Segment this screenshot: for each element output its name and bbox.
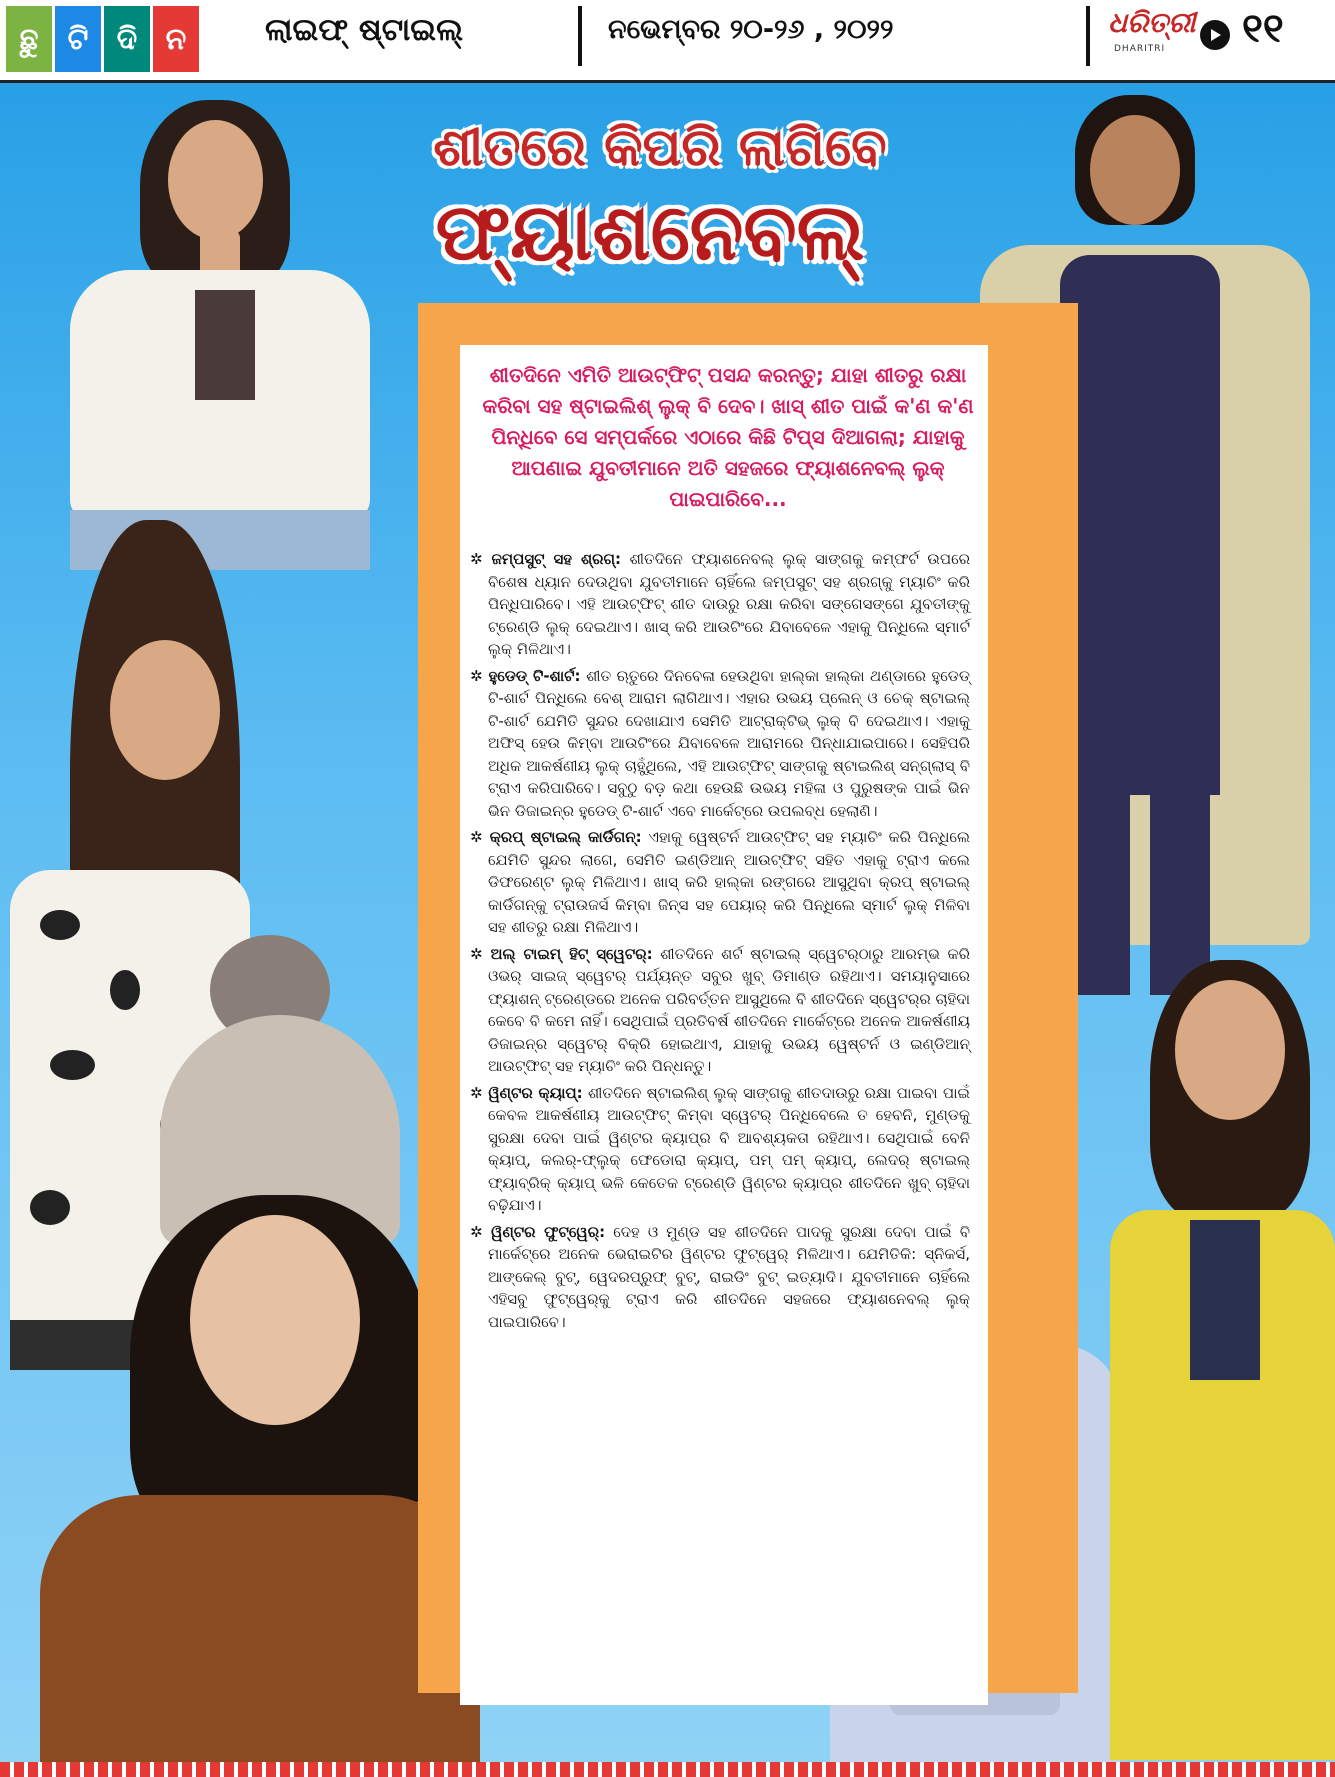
section-logo (6, 6, 202, 72)
headline-line-2: ଫ୍ୟାଶନେବଲ୍ (435, 188, 865, 278)
paragraph-text: ଶୀତ ଋତୁରେ ଦିନବେଳା ହେଉଥିବା ହାଲ୍କା ହାଲ୍କା ଥଣ୍ଡାରେ ହୁଡେଡ୍ ଟି-ଶାର୍ଟ ପିନ୍ଧିଲେ ବେଶ୍ ଆରାମ ଲାଗିଥାଏ। ଏହାର ଉଭୟ ପ୍ଲେନ୍ ଓ ଚେକ୍ ଷ୍ଟାଇଲ୍ ଟି-ଶାର୍ଟ ଯେମିତି ସୁନ୍ଦର ଦେଖାଯାଏ ସେମିତି ଆଟ୍ରାକ୍ଟିଭ୍ ଲୁକ୍ ବି ଦେଇଥାଏ। ଏହାକୁ ଅଫିସ୍ ହେଉ କିମ୍ବା ଆଉଟିଂରେ ଯିବାବେଳେ ଆରାମରେ ପିନ୍ଧାଯାଇପାରେ। ସେହିପରି ଅଧିକ ଆକର୍ଷଣୀୟ ଲୁକ୍ ଚାହୁଁଥିଲେ, ଏହି ଆଉଟ୍‌ଫିଟ୍ ସାଙ୍ଗକୁ ଷ୍ଟାଇଲିଶ୍ ସନ୍‌ଗ୍ଲାସ୍ ବି ଟ୍ରାଏ କରିପାରିବେ। ସବୁଠୁ ବଡ଼ କଥା ହେଉଛି ଉଭୟ ମହିଳା ଓ ପୁରୁଷଙ୍କ ପାଇଁ ଭିନ ଭିନ ଡିଜାଇନ୍‌ର ହୁଡେଡ୍ ଟି-ଶାର୍ଟ ଏବେ ମାର୍କେଟ୍‌ରେ ଉପଲବ୍ଧ ହେଲାଣି। (488, 666, 970, 820)
article-paragraph: ✲ ୱିଣ୍ଟର କ୍ୟାପ୍: ଶୀତଦିନେ ଷ୍ଟାଇଲିଶ୍ ଲୁକ୍ ସାଙ୍ଗକୁ ଶୀତଦାଉରୁ ରକ୍ଷା ପାଇବା ପାଇଁ କେବଳ ଆକର୍ଷଣୀୟ ଆଉଟ୍‌ଫିଟ୍ କିମ୍ବା ସ୍ୱେଟର୍ ପିନ୍ଧିବେଲେ ତ ହେବନି, ମୁଣ୍ଡକୁ ସୁରକ୍ଷା ଦେବା ପାଇଁ ୱିଣ୍ଟର କ୍ୟାପ୍‌ର ବି ଆବଶ୍ୟକତା ରହିଥାଏ। ସେଥିପାଇଁ ବେନି କ୍ୟାପ୍, କଲର୍-ଫ୍ଲୁକ୍ ଫେଡୋରା କ୍ୟାପ୍, ପମ୍ ପମ୍ କ୍ୟାପ୍, ଲେଦର୍ ଷ୍ଟାଇଲ୍ ଫ୍ୟାବ୍ରିକ୍ କ୍ୟାପ୍ ଭଳି କେତେକ ଟ୍ରେଣ୍ଡି ୱିଣ୍ଟର କ୍ୟାପ୍‌ର ଶୀତଦିନେ ଖୁବ୍ ଚାହିଦା ବଢ଼ିଯାଏ। (470, 1083, 970, 1214)
paragraph-title: ୱିଣ୍ଟର କ୍ୟାପ୍: (488, 1083, 583, 1102)
model-photo-beanie-leather (40, 935, 480, 1765)
article-paragraph: ✲ ଅଲ୍ ଟାଇମ୍ ହିଟ୍ ସ୍ୱେଟର୍: ଶୀତଦିନେ ଶର୍ଟ ଷ୍ଟାଇଲ୍ ସ୍ୱେଟର୍‌ଠାରୁ ଆରମ୍ଭ କରି ଓଭର୍ ସାଇଜ୍ ସ୍ୱେଟର୍ ପର୍ଯ୍ୟନ୍ତ ସବୁର ଖୁବ୍ ଡିମାଣ୍ଡ ରହିଥାଏ। ସମୟାନୁସାରେ ଫ୍ୟାଶନ୍ ଟ୍ରେଣ୍ଡରେ ଅନେକ ପରିବର୍ତ୍ତନ ଆସୁଥିଲେ ବି ଶୀତଦିନେ ସ୍ୱେଟର୍‌ର ଚାହିଦା କେବେ ବି କମେ ନାହିଁ। ସେଥିପାଇଁ ପ୍ରତିବର୍ଷ ଶୀତଦିନେ ମାର୍କେଟ୍‌ରେ ଅନେକ ଆକର୍ଷଣୀୟ ଡିଜାଇନ୍‌ର ସ୍ୱେଟର୍ ବିକ୍ରି ହୋଇଥାଏ, ଯାହାକୁ ଉଭୟ ୱେଷ୍ଟର୍ନ ଓ ଇଣ୍ଡିଆନ୍ ଆଉଟ୍‌ଫିଟ୍ ସହ ମ୍ୟାଚିଂ କରି ପିନ୍ଧନ୍ତୁ। (470, 944, 970, 1075)
paragraph-text: ଏହାକୁ ୱେଷ୍ଟର୍ନ ଆଉଟ୍‌ଫିଟ୍ ସହ ମ୍ୟାଚିଂ କରି ପିନ୍ଧିଲେ ଯେମିତି ସୁନ୍ଦର ଲାଗେ, ସେମିତି ଇଣ୍ଡିଆନ୍ ଆଉଟ୍‌ଫିଟ୍ ସହିତ ଏହାକୁ ଟ୍ରାଏ କଲେ ଡିଫରେଣ୍ଟ ଲୁକ୍ ମିଳିଥାଏ। ଖାସ୍ କରି ହାଲ୍କା ରଙ୍ଗରେ ଆସୁଥିବା କ୍ରପ୍ ଷ୍ଟାଇଲ୍ କାର୍ଡିଗନ୍‌କୁ ଟ୍ରାଉଜର୍ସ କିମ୍ବା ଜିନ୍ସ ସହ ପେୟାର୍ କରି ପିନ୍ଧିଲେ ସ୍ମାର୍ଟ ଲୁକ୍ ମିଳିବା ସହ ଶୀତରୁ ରକ୍ଷା ମିଳିଥାଏ। (488, 828, 970, 936)
newspaper-logo-sub: DHARITRI (1114, 44, 1166, 54)
article-paragraph: ✲ ୱିଣ୍ଟର ଫୁଟ୍‌ୱେର୍: ଦେହ ଓ ମୁଣ୍ଡ ସହ ଶୀତଦିନେ ପାଦକୁ ସୁରକ୍ଷା ଦେବା ପାଇଁ ବି ମାର୍କେଟ୍‌ରେ ଅନେକ ଭେରାଇଟିର ୱିଣ୍ଟର ଫୁଟ୍‌ୱେର୍ ମିଳିଥାଏ। ଯେମିତିକି: ସ୍ନିକର୍ସ, ଆଙ୍କେଲ୍ ବୁଟ୍, ୱେଦରପ୍ରୁଫ୍ ବୁଟ୍, ରାଇଡିଂ ବୁଟ୍ ଇତ୍ୟାଦି। ଯୁବତୀମାନେ ଚାହିଁଲେ ଏହିସବୁ ଫୁଟ୍‌ୱେର୍‌କୁ ଟ୍ରାଏ କରି ଶୀତଦିନେ ସହଜରେ ଫ୍ୟାଶନେବଲ୍ ଲୁକ୍ ପାଇପାରିବେ। (470, 1222, 970, 1331)
page-number: ୧୧ (1242, 6, 1284, 52)
paragraph-text: ଶୀତଦିନେ ଶର୍ଟ ଷ୍ଟାଇଲ୍ ସ୍ୱେଟର୍‌ଠାରୁ ଆରମ୍ଭ କରି ଓଭର୍ ସାଇଜ୍ ସ୍ୱେଟର୍ ପର୍ଯ୍ୟନ୍ତ ସବୁର ଖୁବ୍ ଡିମାଣ୍ଡ ରହିଥାଏ। ସମୟାନୁସାରେ ଫ୍ୟାଶନ୍ ଟ୍ରେଣ୍ଡରେ ଅନେକ ପରିବର୍ତ୍ତନ ଆସୁଥିଲେ ବି ଶୀତଦିନେ ସ୍ୱେଟର୍‌ର ଚାହିଦା କେବେ ବି କମେ ନାହିଁ। ସେଥିପାଇଁ ପ୍ରତିବର୍ଷ ଶୀତଦିନେ ମାର୍କେଟ୍‌ରେ ଅନେକ ଆକର୍ଷଣୀୟ ଡିଜାଇନ୍‌ର ସ୍ୱେଟର୍ ବିକ୍ରି ହୋଇଥାଏ, ଯାହାକୁ ଉଭୟ ୱେଷ୍ଟର୍ନ ଓ ଇଣ୍ଡିଆନ୍ ଆଉଟ୍‌ଫିଟ୍ ସହ ମ୍ୟାଚିଂ କରି ପିନ୍ଧନ୍ତୁ। (488, 944, 970, 1075)
page-header (0, 0, 1335, 83)
paragraph-title: କ୍ରପ୍ ଷ୍ଟାଇଲ୍ କାର୍ଡିଗନ୍: (489, 828, 642, 846)
paragraph-text: ଶୀତଦିନେ ଷ୍ଟାଇଲିଶ୍ ଲୁକ୍ ସାଙ୍ଗକୁ ଶୀତଦାଉରୁ ରକ୍ଷା ପାଇବା ପାଇଁ କେବଳ ଆକର୍ଷଣୀୟ ଆଉଟ୍‌ଫିଟ୍ କିମ୍ବା ସ୍ୱେଟର୍ ପିନ୍ଧିବେଲେ ତ ହେବନି, ମୁଣ୍ଡକୁ ସୁରକ୍ଷା ଦେବା ପାଇଁ ୱିଣ୍ଟର କ୍ୟାପ୍‌ର ବି ଆବଶ୍ୟକତା ରହିଥାଏ। ସେଥିପାଇଁ ବେନି କ୍ୟାପ୍, କଲର୍-ଫ୍ଲୁକ୍ ଫେଡୋରା କ୍ୟାପ୍, ପମ୍ ପମ୍ କ୍ୟାପ୍, ଲେଦର୍ ଷ୍ଟାଇଲ୍ ଫ୍ୟାବ୍ରିକ୍ କ୍ୟାପ୍ ଭଳି କେତେକ ଟ୍ରେଣ୍ଡି ୱିଣ୍ଟର କ୍ୟାପ୍‌ର ଶୀତଦିନେ ଖୁବ୍ ଚାହିଦା ବଢ଼ିଯାଏ। (488, 1083, 970, 1214)
newspaper-logo: ଧରିତ୍ରୀ (1108, 6, 1196, 39)
divider (1086, 6, 1090, 66)
article-body (470, 548, 970, 1337)
article-paragraph: ✲ ଜମ୍ପସୁଟ୍ ସହ ଶ୍ରଗ୍: ଶୀତଦିନେ ଫ୍ୟାଶନେବଲ୍ ଲୁକ୍ ସାଙ୍ଗକୁ କମ୍ଫର୍ଟ ଉପରେ ବିଶେଷ ଧ୍ୟାନ ଦେଉଥିବା ଯୁବତୀମାନେ ଚାହିଁଲେ ଜମ୍ପସୁଟ୍ ସହ ଶ୍ରଗ୍‌କୁ ମ୍ୟାଚିଂ କରି ପିନ୍ଧିପାରିବେ। ଏହି ଆଉଟ୍‌ଫିଟ୍ ଶୀତ ଦାଉରୁ ରକ୍ଷା କରିବା ସଙ୍ଗେସଙ୍ଗେ ଯୁବତୀଙ୍କୁ ଟ୍ରେଣ୍ଡି ଲୁକ୍ ଦେଇଥାଏ। ଖାସ୍ କରି ଆଉଟିଂରେ ଯିବାବେଳେ ଏହାକୁ ପିନ୍ଧିଲେ ସ୍ମାର୍ଟ ଲୁକ୍ ମିଳିଥାଏ। (470, 550, 971, 658)
article-paragraph: ✲ ହୁଡେଡ୍ ଟି-ଶାର୍ଟ: ଶୀତ ଋତୁରେ ଦିନବେଳା ହେଉଥିବା ହାଲ୍କା ହାଲ୍କା ଥଣ୍ଡାରେ ହୁଡେଡ୍ ଟି-ଶାର୍ଟ ପିନ୍ଧିଲେ ବେଶ୍ ଆରାମ ଲାଗିଥାଏ। ଏହାର ଉଭୟ ପ୍ଲେନ୍ ଓ ଚେକ୍ ଷ୍ଟାଇଲ୍ ଟି-ଶାର୍ଟ ଯେମିତି ସୁନ୍ଦର ଦେଖାଯାଏ ସେମିତି ଆଟ୍ରାକ୍ଟିଭ୍ ଲୁକ୍ ବି ଦେଇଥାଏ। ଏହାକୁ ଅଫିସ୍ ହେଉ କିମ୍ବା ଆଉଟିଂରେ ଯିବାବେଳେ ଆରାମରେ ପିନ୍ଧାଯାଇପାରେ। ସେହିପରି ଅଧିକ ଆକର୍ଷଣୀୟ ଲୁକ୍ ଚାହୁଁଥିଲେ, ଏହି ଆଉଟ୍‌ଫିଟ୍ ସାଙ୍ଗକୁ ଷ୍ଟାଇଲିଶ୍ ସନ୍‌ଗ୍ଲାସ୍ ବି ଟ୍ରାଏ କରିପାରିବେ। ସବୁଠୁ ବଡ଼ କଥା ହେଉଛି ଉଭୟ ମହିଳା ଓ ପୁରୁଷଙ୍କ ପାଇଁ ଭିନ ଭିନ ଡିଜାଇନ୍‌ର ହୁଡେଡ୍ ଟି-ଶାର୍ଟ ଏବେ ମାର୍କେଟ୍‌ରେ ଉପଲବ୍ଧ ହେଲାଣି। (470, 666, 970, 820)
paragraph-title: ଜମ୍ପସୁଟ୍ ସହ ଶ୍ରଗ୍: (491, 550, 622, 568)
bottom-border (0, 1762, 1335, 1777)
divider (578, 6, 582, 66)
logo-tile: ଦି (104, 6, 150, 72)
paragraph-text: ଶୀତଦିନେ ଫ୍ୟାଶନେବଲ୍ ଲୁକ୍ ସାଙ୍ଗକୁ କମ୍ଫର୍ଟ ଉପରେ ବିଶେଷ ଧ୍ୟାନ ଦେଉଥିବା ଯୁବତୀମାନେ ଚାହିଁଲେ ଜମ୍ପସୁଟ୍ ସହ ଶ୍ରଗ୍‌କୁ ମ୍ୟାଚିଂ କରି ପିନ୍ଧିପାରିବେ। ଏହି ଆଉଟ୍‌ଫିଟ୍ ଶୀତ ଦାଉରୁ ରକ୍ଷା କରିବା ସଙ୍ଗେସଙ୍ଗେ ଯୁବତୀଙ୍କୁ ଟ୍ରେଣ୍ଡି ଲୁକ୍ ଦେଇଥାଏ। ଖାସ୍ କରି ଆଉଟିଂରେ ଯିବାବେଳେ ଏହାକୁ ପିନ୍ଧିଲେ ସ୍ମାର୍ଟ ଲୁକ୍ ମିଳିଥାଏ। (488, 550, 971, 658)
model-photo-yellow-cardigan (1110, 960, 1335, 1760)
logo-tile: ଟି (55, 6, 101, 72)
issue-date: ନଭେମ୍ବର ୨୦-୨୬ , ୨୦୨୨ (608, 14, 894, 45)
paragraph-title: ଅଲ୍ ଟାଇମ୍ ହିଟ୍ ସ୍ୱେଟର୍: (490, 944, 653, 963)
article-paragraph: ✲ କ୍ରପ୍ ଷ୍ଟାଇଲ୍ କାର୍ଡିଗନ୍: ଏହାକୁ ୱେଷ୍ଟର୍ନ ଆଉଟ୍‌ଫିଟ୍ ସହ ମ୍ୟାଚିଂ କରି ପିନ୍ଧିଲେ ଯେମିତି ସୁନ୍ଦର ଲାଗେ, ସେମିତି ଇଣ୍ଡିଆନ୍ ଆଉଟ୍‌ଫିଟ୍ ସହିତ ଏହାକୁ ଟ୍ରାଏ କଲେ ଡିଫରେଣ୍ଟ ଲୁକ୍ ମିଳିଥାଏ। ଖାସ୍ କରି ହାଲ୍କା ରଙ୍ଗରେ ଆସୁଥିବା କ୍ରପ୍ ଷ୍ଟାଇଲ୍ କାର୍ଡିଗନ୍‌କୁ ଟ୍ରାଉଜର୍ସ କିମ୍ବା ଜିନ୍ସ ସହ ପେୟାର୍ କରି ପିନ୍ଧିଲେ ସ୍ମାର୍ଟ ଲୁକ୍ ମିଳିବା ସହ ଶୀତରୁ ରକ୍ଷା ମିଳିଥାଏ। (470, 828, 970, 936)
headline-line-1: ଶୀତରେ କିପରି ଲାଗିବେ (433, 118, 887, 178)
logo-tile: ଛୁ (6, 6, 52, 72)
logo-tile: ନ (153, 6, 199, 72)
play-icon (1200, 20, 1230, 50)
paragraph-title: ୱିଣ୍ଟର ଫୁଟ୍‌ୱେର୍: (491, 1222, 606, 1241)
paragraph-text: ଦେହ ଓ ମୁଣ୍ଡ ସହ ଶୀତଦିନେ ପାଦକୁ ସୁରକ୍ଷା ଦେବା ପାଇଁ ବି ମାର୍କେଟ୍‌ରେ ଅନେକ ଭେରାଇଟିର ୱିଣ୍ଟର ଫୁଟ୍‌ୱେର୍ ମିଳିଥାଏ। ଯେମିତିକି: ସ୍ନିକର୍ସ, ଆଙ୍କେଲ୍ ବୁଟ୍, ୱେଦରପ୍ରୁଫ୍ ବୁଟ୍, ରାଇଡିଂ ବୁଟ୍ ଇତ୍ୟାଦି। ଯୁବତୀମାନେ ଚାହିଁଲେ ଏହିସବୁ ଫୁଟ୍‌ୱେର୍‌କୁ ଟ୍ରାଏ କରି ଶୀତଦିନେ ସହଜରେ ଫ୍ୟାଶନେବଲ୍ ଲୁକ୍ ପାଇପାରିବେ। (488, 1222, 970, 1331)
paragraph-title: ହୁଡେଡ୍ ଟି-ଶାର୍ଟ: (488, 666, 581, 685)
section-title: ଲାଇଫ୍ ଷ୍ଟାଇଲ୍ (265, 12, 464, 48)
article-intro: ଶୀତଦିନେ ଏମିତି ଆଉଟ୍‌ଫିଟ୍ ପସନ୍ଦ କରନ୍ତୁ; ଯାହା ଶୀତରୁ ରକ୍ଷା କରିବା ସହ ଷ୍ଟାଇଲିଶ୍ ଲୁକ୍ ବି ଦେବ। ଖାସ୍ ଶୀତ ପାଇଁ କ'ଣ କ'ଣ ପିନ୍ଧିବେ ସେ ସମ୍ପର୍କରେ ଏଠାରେ କିଛି ଟିପ୍ସ ଦିଆଗଲା; ଯାହାକୁ ଆପଣାଇ ଯୁବତୀମାନେ ଅତି ସହଜରେ ଫ୍ୟାଶନେବଲ୍ ଲୁକ୍ ପାଇପାରିବେ... (482, 363, 974, 511)
